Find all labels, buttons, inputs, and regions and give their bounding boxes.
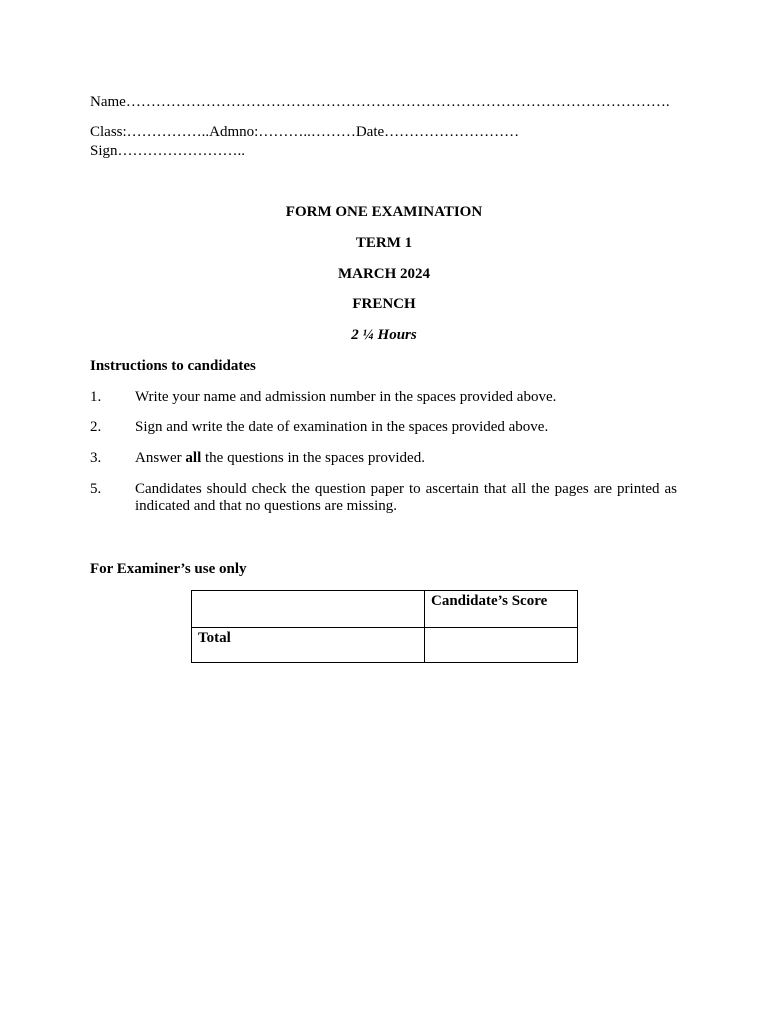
instruction-number: 1. (90, 389, 102, 405)
examiner-score-table (191, 590, 578, 663)
name-line: Name………………………………………………………………………………………………. (90, 94, 670, 110)
instruction-number: 5. (90, 481, 102, 497)
term-label: TERM 1 (355, 235, 413, 251)
instruction-text: Write your name and admission number in the spaces provided above. (135, 389, 557, 405)
score-column-header: Candidate’s Score (425, 591, 578, 628)
table-row (192, 628, 578, 663)
instruction-text-post: the questions in the spaces provided. (201, 450, 425, 466)
examiner-heading: For Examiner’s use only (90, 561, 247, 577)
table-row (192, 591, 578, 628)
instruction-text: Sign and write the date of examination in the spaces provided above. (135, 419, 549, 435)
instruction-item (90, 389, 677, 406)
sign-line: Sign…………………….. (90, 143, 246, 159)
total-score-cell (425, 628, 578, 663)
instruction-text-emphasis: all (185, 450, 202, 466)
class-admno-date-line: Class:……………..Admno:………..………Date……………………… (90, 124, 520, 140)
exam-date: MARCH 2024 (337, 266, 431, 282)
instruction-item (90, 419, 677, 436)
duration-label: 2 ¼ Hours (351, 327, 417, 343)
subject-label: FRENCH (352, 296, 416, 312)
instruction-text (135, 450, 677, 467)
table-cell-empty (192, 591, 425, 628)
instruction-text-pre: Answer (135, 450, 186, 466)
instruction-number: 3. (90, 450, 102, 466)
exam-title: FORM ONE EXAMINATION (285, 204, 483, 220)
instructions-heading: Instructions to candidates (90, 358, 256, 374)
instruction-item (90, 481, 677, 515)
instruction-item (90, 450, 677, 467)
total-label: Total (192, 628, 425, 663)
instruction-number: 2. (90, 419, 102, 435)
instruction-text: Candidates should check the question paper to ascertain that all the pages are printed as indicated and that no questions are missing. (135, 481, 677, 514)
